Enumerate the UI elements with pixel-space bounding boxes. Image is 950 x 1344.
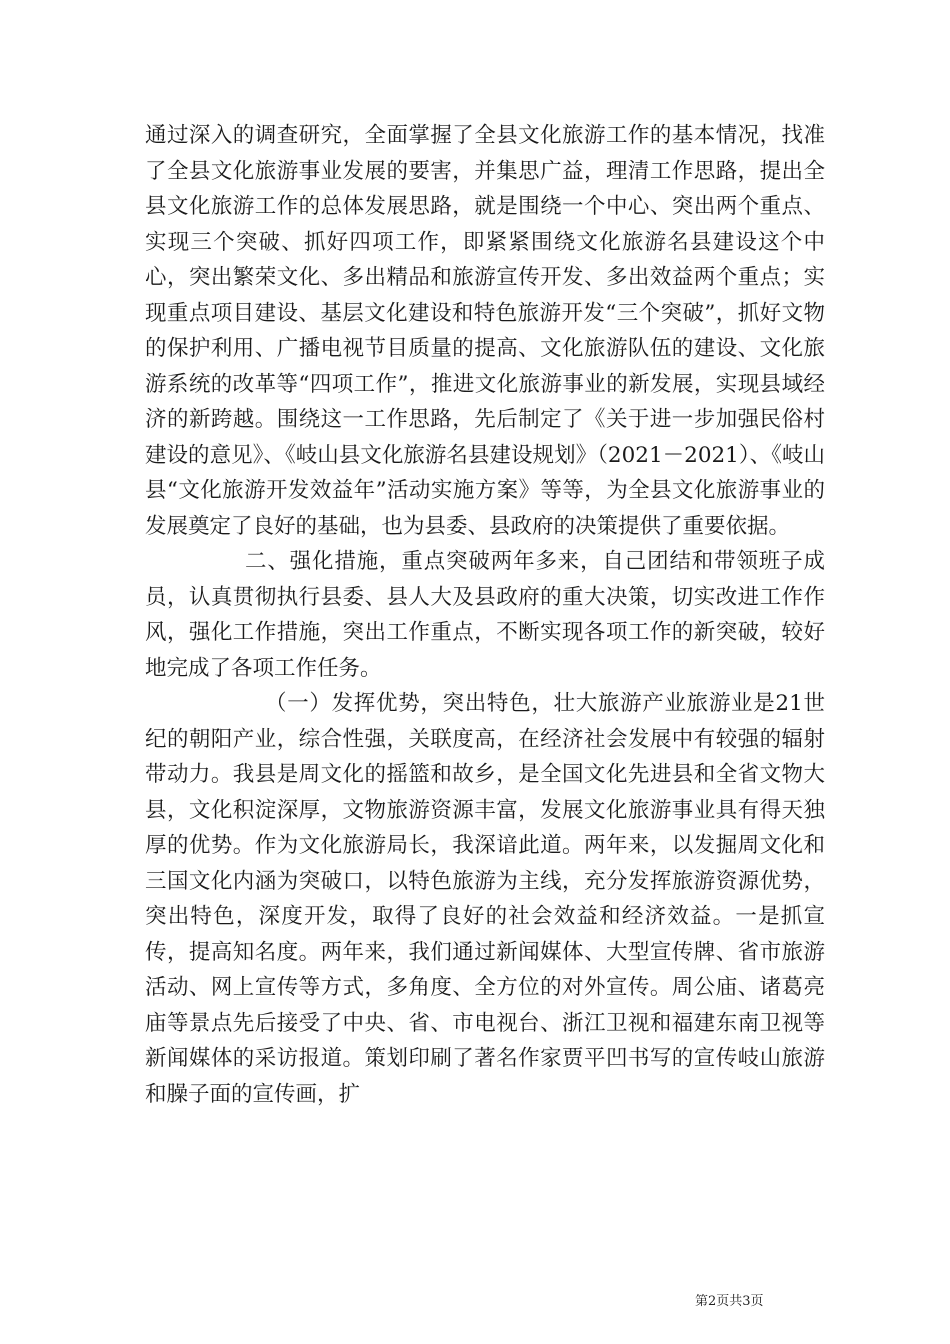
paragraph-1: 通过深入的调查研究，全面掌握了全县文化旅游工作的基本情况，找准了全县文化旅游事业发展的要害，并集思广益，理清工作思路，提出全县文化旅游工作的总体发展思路，就是围绕一个中心、突出两个重点、实现三个突破、抓好四项工作，即紧紧围绕文化旅游名县建设这个中心，突出繁荣文化、多出精品和旅游宣传开发、多出效益两个重点；实现重点项目建设、基层文化建设和特色旅游开发“三个突破”，抓好文物的保护利用、广播电视节目质量的提高、文化旅游队伍的建设、文化旅游系统的改革等“四项工作”，推进文化旅游事业的新发展，实现县域经济的新跨越。围绕这一工作思路，先后制定了《关于进一步加强民俗村建设的意见》、《岐山县文化旅游名县建设规划》（2021－2021）、《岐山县“文化旅游开发效益年”活动实施方案》等等，为全县文化旅游事业的发展奠定了良好的基础，也为县委、县政府的决策提供了重要依据。: [145, 123, 825, 539]
paragraph-2: 二、强化措施，重点突破两年多来，自己团结和带领班子成员，认真贯彻执行县委、县人大及县政府的重大决策，切实改进工作作风，强化工作措施，突出工作重点，不断实现各项工作的新突破，较好地完成了各项工作任务。: [145, 549, 825, 681]
paragraph-3: （一）发挥优势，突出特色，壮大旅游产业旅游业是21世纪的朝阳产业，综合性强，关联度高，在经济社会发展中有较强的辐射带动力。我县是周文化的摇篮和故乡，是全国文化先进县和全省文物大县，文化积淀深厚，文物旅游资源丰富，发展文化旅游事业具有得天独厚的优势。作为文化旅游局长，我深谙此道。两年来，以发掘周文化和三国文化内涵为突破口，以特色旅游为主线，充分发挥旅游资源优势，突出特色，深度开发，取得了良好的社会效益和经济效益。一是抓宣传，提高知名度。两年来，我们通过新闻媒体、大型宣传牌、省市旅游活动、网上宣传等方式，多角度、全方位的对外宣传。周公庙、诸葛亮庙等景点先后接受了中央、省、市电视台、浙江卫视和福建东南卫视等新闻媒体的采访报道。策划印刷了著名作家贾平凹书写的宣传岐山旅游和臊子面的宣传画，扩: [145, 691, 825, 1107]
document-body: [145, 118, 825, 1112]
page-footer: 第2页共3页: [695, 1294, 764, 1309]
